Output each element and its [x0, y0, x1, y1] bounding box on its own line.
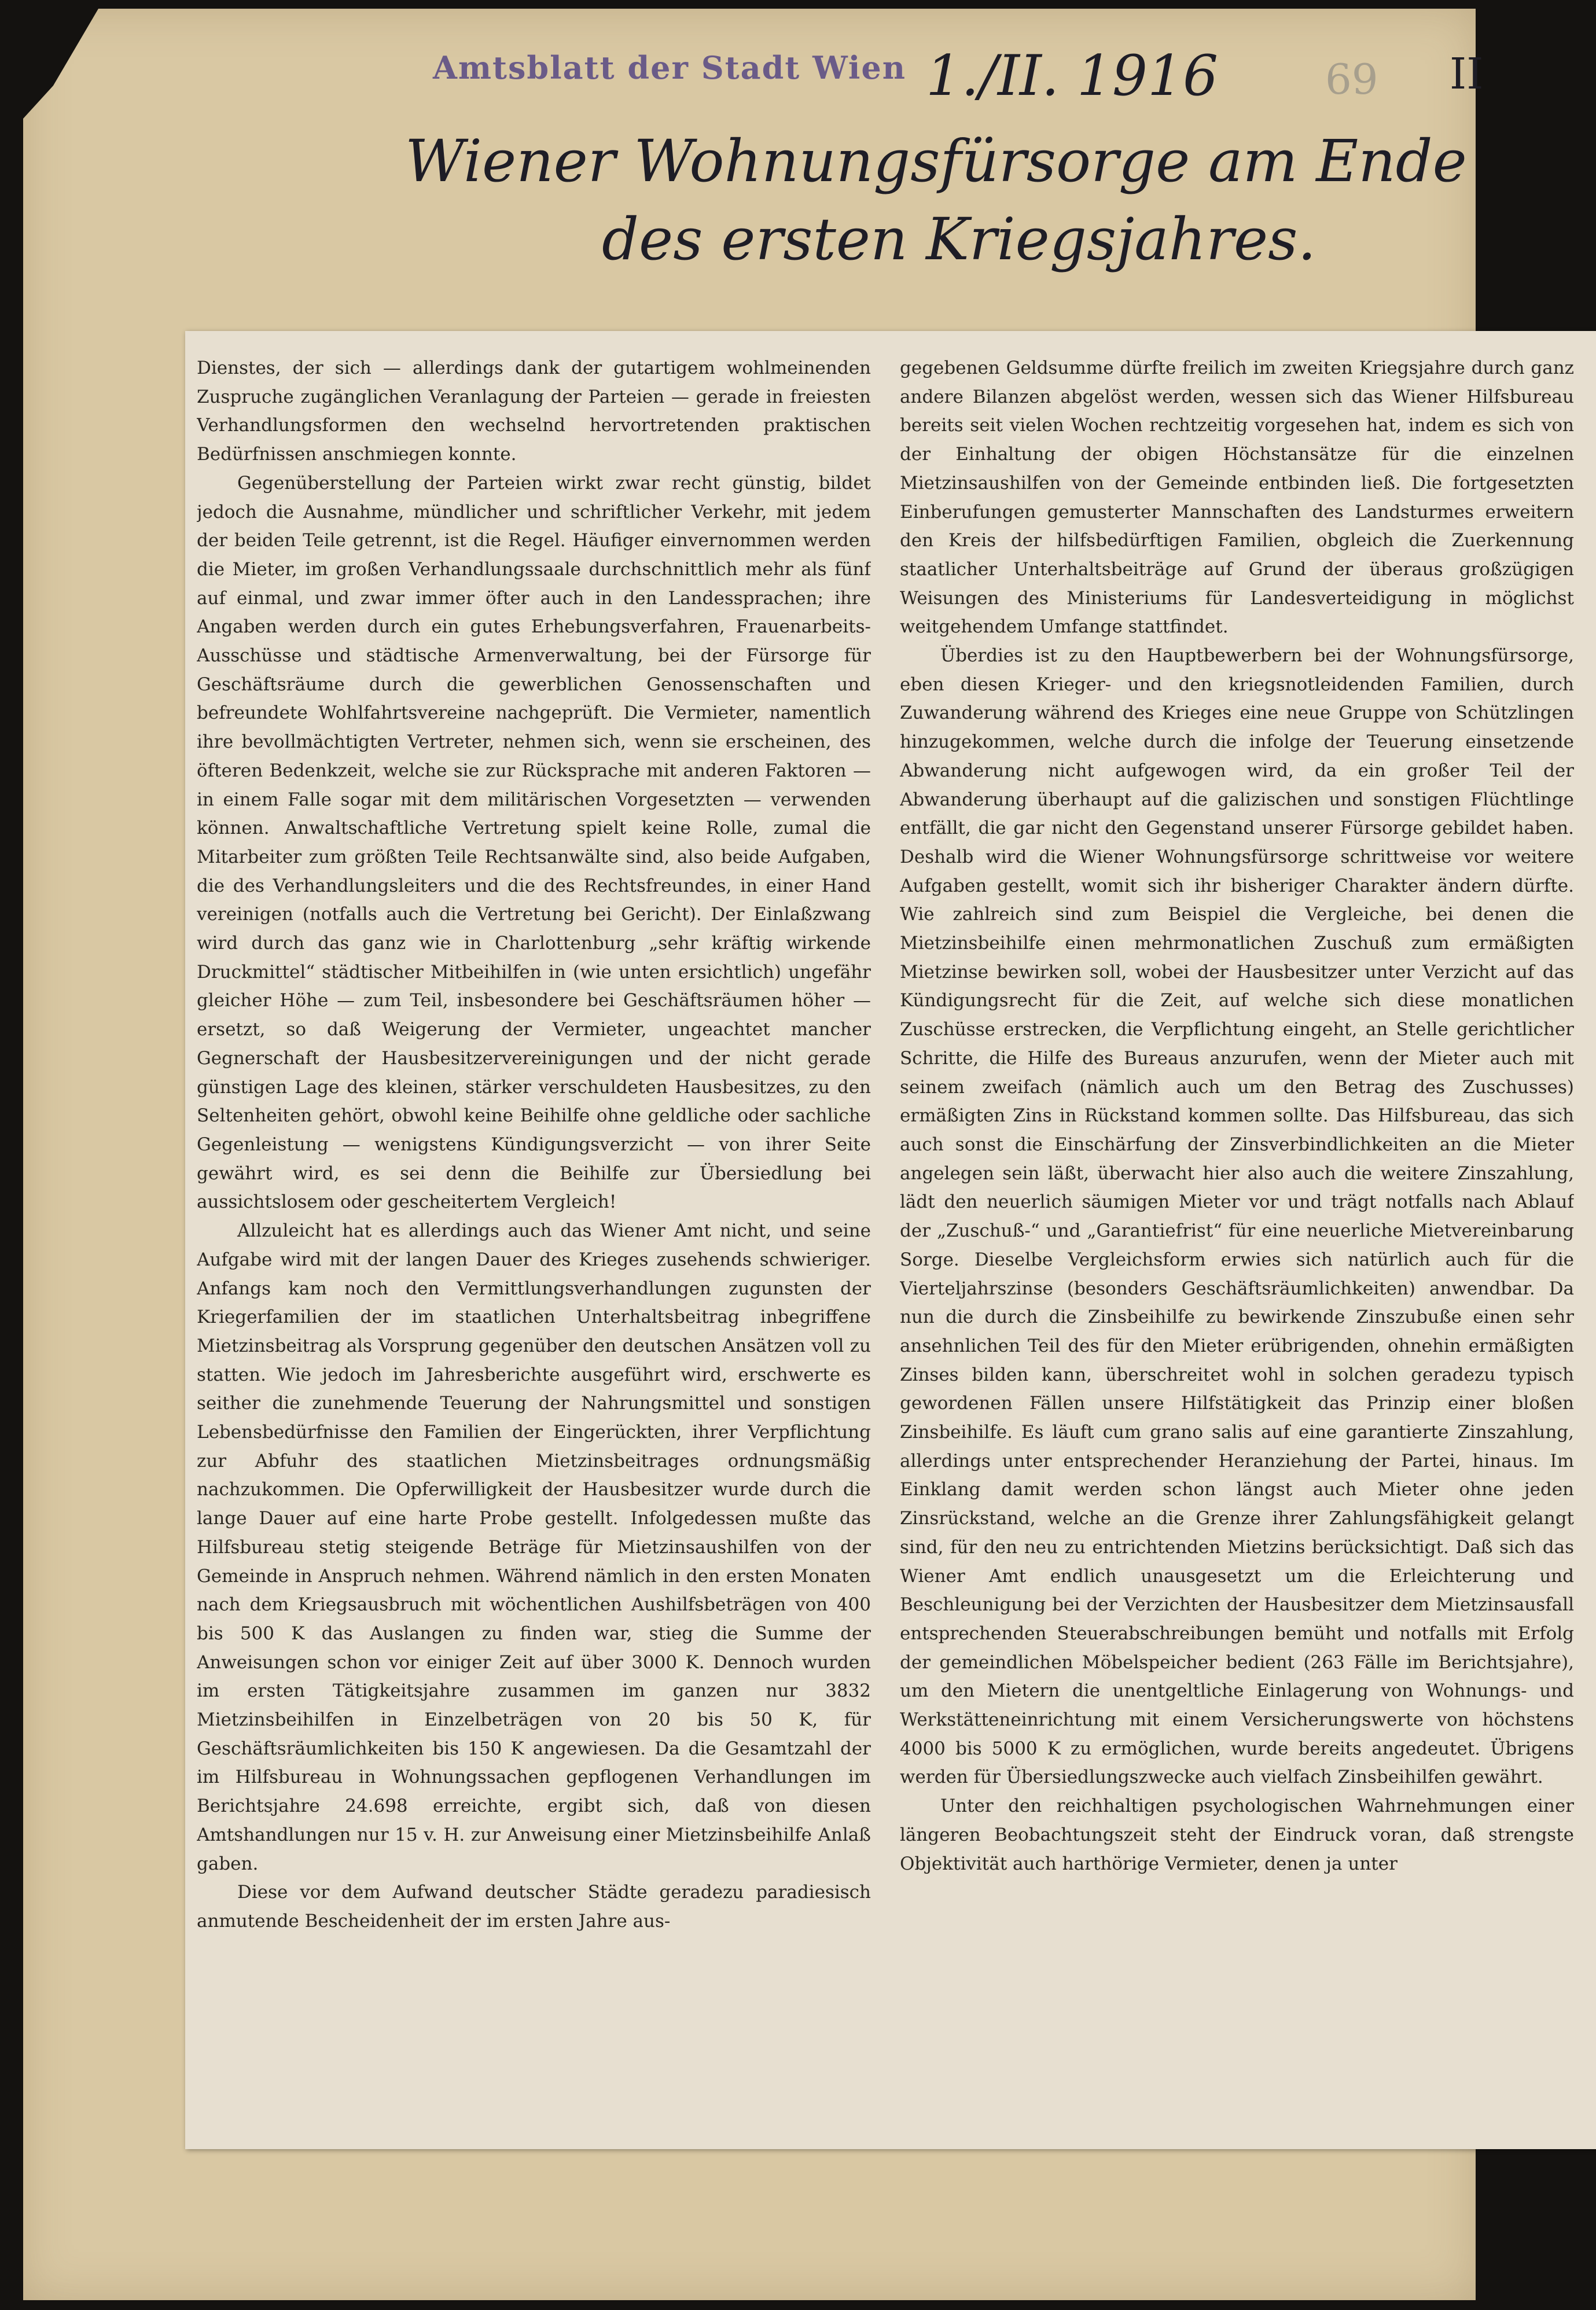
handwritten-title-line2: des ersten Kriegsjahres.	[602, 205, 1316, 273]
handwritten-date: 1./II. 1916	[926, 43, 1219, 108]
torn-corner	[23, 9, 98, 119]
article-right-column	[900, 354, 1574, 2136]
handwritten-title-line1: Wiener Wohnungsfürsorge am Ende	[405, 127, 1467, 195]
pencil-page-number: 69	[1325, 55, 1378, 104]
article-paragraph: Allzuleicht hat es allerdings auch das Wiener Amt nicht, und seine Aufgabe wird mit der langen Dauer des Krieges zusehends schwieriger. Anfangs kam noch den Vermittlungsverhandlungen zugunsten der Kriegerfamilien der im staatlichen Unterhaltsbeitrag inbegriffene Mietzinsbeitrag als Vorsprung gegenüber den deutschen Ansätzen voll zu statten. Wie jedoch im Jahresberichte ausgeführt wird, erschwerte es seither die zunehmende Teuerung der Nahrungsmittel und sonstigen Lebensbedürfnisse den Familien der Eingerückten, ihrer Verpflichtung zur Abfuhr des staatlichen Mietzinsbeitrages ordnungsmäßig nachzukommen. Die Opferwilligkeit der Hausbesitzer wurde durch die lange Dauer auf eine harte Probe gestellt. Infolgedessen mußte das Hilfsbureau stetig steigende Beträge für Mietzinsaushilfen von der Gemeinde in Anspruch nehmen. Während nämlich in den ersten Monaten nach dem Kriegsausbruch mit wöchentlichen Aushilfsbeträgen von 400 bis 500 K das Auslangen zu finden war, stieg die Summe der Anweisungen schon vor einiger Zeit auf über 3000 K. Dennoch wurden im ersten Tätigkeitsjahre zusammen im ganzen nur 3832 Mietzinsbeihilfen in Einzelbeträgen von 20 bis 50 K, für Geschäftsräumlichkeiten bis 150 K angewiesen. Da die Gesamtzahl der im Hilfsbureau in Wohnungssachen gepflogenen Verhandlungen im Berichtsjahre 24.698 erreichte, ergibt sich, daß von diesen Amtshandlungen nur 15 v. H. zur Anweisung einer Mietzinsbeihilfe Anlaß gaben.	[197, 1220, 871, 1874]
article-paragraph: Diese vor dem Aufwand deutscher Städte geradezu paradiesisch anmutende Bescheidenheit der im ersten Jahre aus-	[197, 1882, 871, 1932]
article-paragraph: Dienstes, der sich — allerdings dank der gutartigem wohlmeinenden Zuspruche zugänglichen Veranlagung der Parteien — gerade in freiesten Verhandlungsformen den wechselnd hervortretenden praktischen Bedürfnissen anschmiegen konnte.	[197, 358, 871, 465]
roman-numeral: II	[1450, 49, 1484, 99]
publication-stamp: Amtsblatt der Stadt Wien	[433, 49, 906, 86]
article-paragraph: Unter den reichhaltigen psychologischen Wahrnehmungen einer längeren Beobachtungszeit steht der Eindruck voran, daß strengste Objektivität auch harthörige Vermieter, denen ja unter	[900, 1796, 1574, 1874]
article-paragraph: gegebenen Geldsumme dürfte freilich im zweiten Kriegsjahre durch ganz andere Bilanzen abgelöst werden, wessen sich das Wiener Hilfsbureau bereits seit vielen Wochen rechtzeitig vorgesehen hat, indem es sich von der Einhaltung der obigen Höchstansätze für die einzelnen Mietzinsaushilfen von der Gemeinde entbinden ließ. Die fortgesetzten Einberufungen gemusterter Mannschaften des Landsturmes erweitern den Kreis der hilfsbedürftigen Familien, obgleich die Zuerkennung staatlicher Unterhaltsbeiträge auf Grund der überaus großzügigen Weisungen des Ministeriums für Landesverteidigung in möglichst weitgehendem Umfange stattfindet.	[900, 358, 1574, 638]
newspaper-clipping	[185, 331, 1596, 2149]
article-paragraph: Überdies ist zu den Hauptbewerbern bei der Wohnungsfürsorge, eben diesen Krieger- und den kriegsnotleidenden Familien, durch Zuwanderung während des Krieges eine neue Gruppe von Schützlingen hinzugekommen, welche durch die infolge der Teuerung einsetzende Abwanderung nicht aufgewogen wird, da ein großer Teil der Abwanderung überhaupt auf die galizischen und sonstigen Flüchtlinge entfällt, die gar nicht den Gegenstand unserer Fürsorge gebildet haben. Deshalb wird die Wiener Wohnungsfürsorge schrittweise vor weitere Aufgaben gestellt, womit sich ihr bisheriger Charakter ändern dürfte. Wie zahlreich sind zum Beispiel die Vergleiche, bei denen die Mietzinsbeihilfe einen mehrmonatlichen Zuschuß zum ermäßigten Mietzinse bewirken soll, wobei der Hausbesitzer unter Verzicht auf das Kündigungsrecht für die Zeit, auf welche sich diese monatlichen Zuschüsse erstrecken, die Verpflichtung eingeht, an Stelle gerichtlicher Schritte, die Hilfe des Bureaus anzurufen, wenn der Mieter auch mit seinem zweifach (nämlich auch um den Betrag des Zuschusses) ermäßigten Zins in Rückstand kommen sollte. Das Hilfsbureau, das sich auch sonst die Einschärfung der Zinsverbindlichkeiten an die Mieter angelegen sein läßt, überwacht hier also auch die weitere Zinszahlung, lädt den neuerlich säumigen Mieter vor und trägt notfalls nach Ablauf der „Zuschuß-“ und „Garantiefrist“ für eine neuerliche Mietvereinbarung Sorge. Dieselbe Vergleichsform erwies sich natürlich auch für die Vierteljahrszinse (besonders Geschäftsräumlichkeiten) anwendbar. Da nun die durch die Zinsbeihilfe zu bewirkende Zinszubuße einen sehr ansehnlichen Teil des für den Mieter erübrigenden, ohnehin ermäßigten Zinses bilden kann, überschreitet wohl in solchen geradezu typisch gewordenen Fällen unsere Hilfstätigkeit das Prinzip einer bloßen Zinsbeihilfe. Es läuft cum grano salis auf eine garantierte Zinszahlung, allerdings unter entsprechender Heranziehung der Partei, hinaus. Im Einklang damit werden schon längst auch Mieter ohne jeden Zinsrückstand, welche an die Grenze ihrer Zahlungsfähigkeit gelangt sind, für den neu zu entrichtenden Mietzins berücksichtigt. Daß sich das Wiener Amt endlich unausgesetzt um die Erleichterung und Beschleunigung bei der Verzichten der Hausbesitzer dem Mietzinsausfall entsprechenden Steuerabschreibungen bemüht und notfalls mit Erfolg der gemeindlichen Möbelspeicher bedient (263 Fälle im Berichtsjahre), um den Mietern die unentgeltliche Einlagerung von Wohnungs- und Werkstätteneinrichtung mit einem Versicherungswerte von höchstens 4000 bis 5000 K zu ermöglichen, wurde bereits angedeutet. Übrigens werden für Übersiedlungszwecke auch vielfach Zinsbeihilfen gewährt.	[900, 645, 1574, 1788]
article-left-column	[197, 354, 871, 2136]
article-paragraph: Gegenüberstellung der Parteien wirkt zwar recht günstig, bildet jedoch die Ausnahme, mündlicher und schriftlicher Verkehr, mit jedem der beiden Teile getrennt, ist die Regel. Häufiger einvernommen werden die Mieter, im großen Verhandlungssaale durchschnittlich mehr als fünf auf einmal, und zwar immer öfter auch in den Landessprachen; ihre Angaben werden durch ein gutes Erhebungsverfahren, Frauenarbeits-Ausschüsse und städtische Armenverwaltung, bei der Fürsorge für Geschäftsräume durch die gewerblichen Genossenschaften und befreundete Wohlfahrtsvereine nachgeprüft. Die Vermieter, namentlich ihre bevollmächtigten Vertreter, nehmen sich, wenn sie erscheinen, des öfteren Bedenkzeit, welche sie zur Rücksprache mit anderen Faktoren — in einem Falle sogar mit dem militärischen Vorgesetzten — verwenden können. Anwaltschaftliche Vertretung spielt keine Rolle, zumal die Mitarbeiter zum größten Teile Rechtsanwälte sind, also beide Aufgaben, die des Verhandlungsleiters und die des Rechtsfreundes, in einer Hand vereinigen (notfalls auch die Vertretung bei Gericht). Der Einlaßzwang wird durch das ganz wie in Charlottenburg „sehr kräftig wirkende Druckmittel“ städtischer Mitbeihilfen in (wie unten ersichtlich) ungefähr gleicher Höhe — zum Teil, insbesondere bei Geschäftsräumen höher — ersetzt, so daß Weigerung der Vermieter, ungeachtet mancher Gegnerschaft der Hausbesitzervereinigungen und der nicht gerade günstigen Lage des kleinen, stärker verschuldeten Hausbesitzes, zu den Seltenheiten gehört, obwohl keine Beihilfe ohne geldliche oder sachliche Gegenleistung — wenigstens Kündigungsverzicht — von ihrer Seite gewährt wird, es sei denn die Beihilfe zur Übersiedlung bei aussichtslosem oder gescheitertem Vergleich!	[197, 472, 871, 1213]
